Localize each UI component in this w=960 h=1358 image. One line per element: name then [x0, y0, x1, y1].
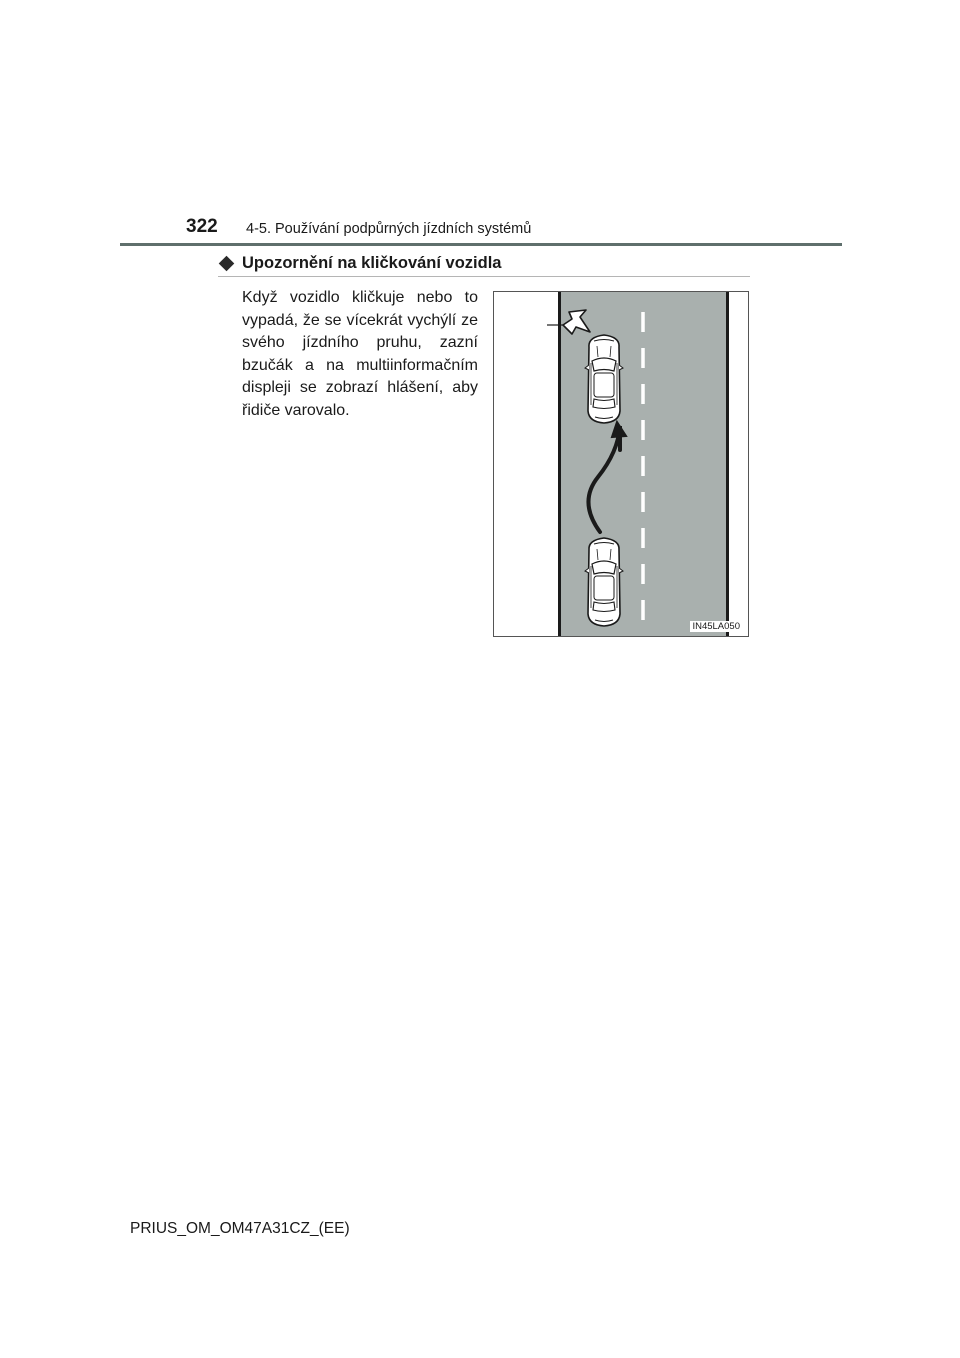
lane-sway-illustration — [493, 291, 749, 637]
page-number: 322 — [186, 216, 218, 237]
section-header: 4-5. Používání podpůrných jízdních systémů — [246, 221, 532, 237]
subsection-heading — [218, 254, 501, 273]
subsection-rule — [218, 276, 750, 277]
document-id: PRIUS_OM_OM47A31CZ_(EE) — [130, 1220, 350, 1237]
figure-code: IN45LA050 — [692, 621, 740, 632]
header-rule — [120, 243, 842, 246]
illustration-svg — [494, 292, 748, 636]
car-lower — [585, 538, 623, 626]
car-upper — [585, 335, 623, 423]
subsection-title: Upozornění na kličkování vozidla — [242, 254, 502, 272]
road-edge-left — [558, 292, 561, 636]
body-paragraph: Když vozidlo kličkuje nebo to vypadá, že se vícekrát vychýlí ze svého jízdního pruhu, zazní bzučák a na multiinformačním displeji se zobrazí hlášení, aby řidiče varovalo. — [242, 289, 478, 419]
diamond-bullet-icon — [219, 256, 235, 272]
road-edge-right — [726, 292, 729, 636]
